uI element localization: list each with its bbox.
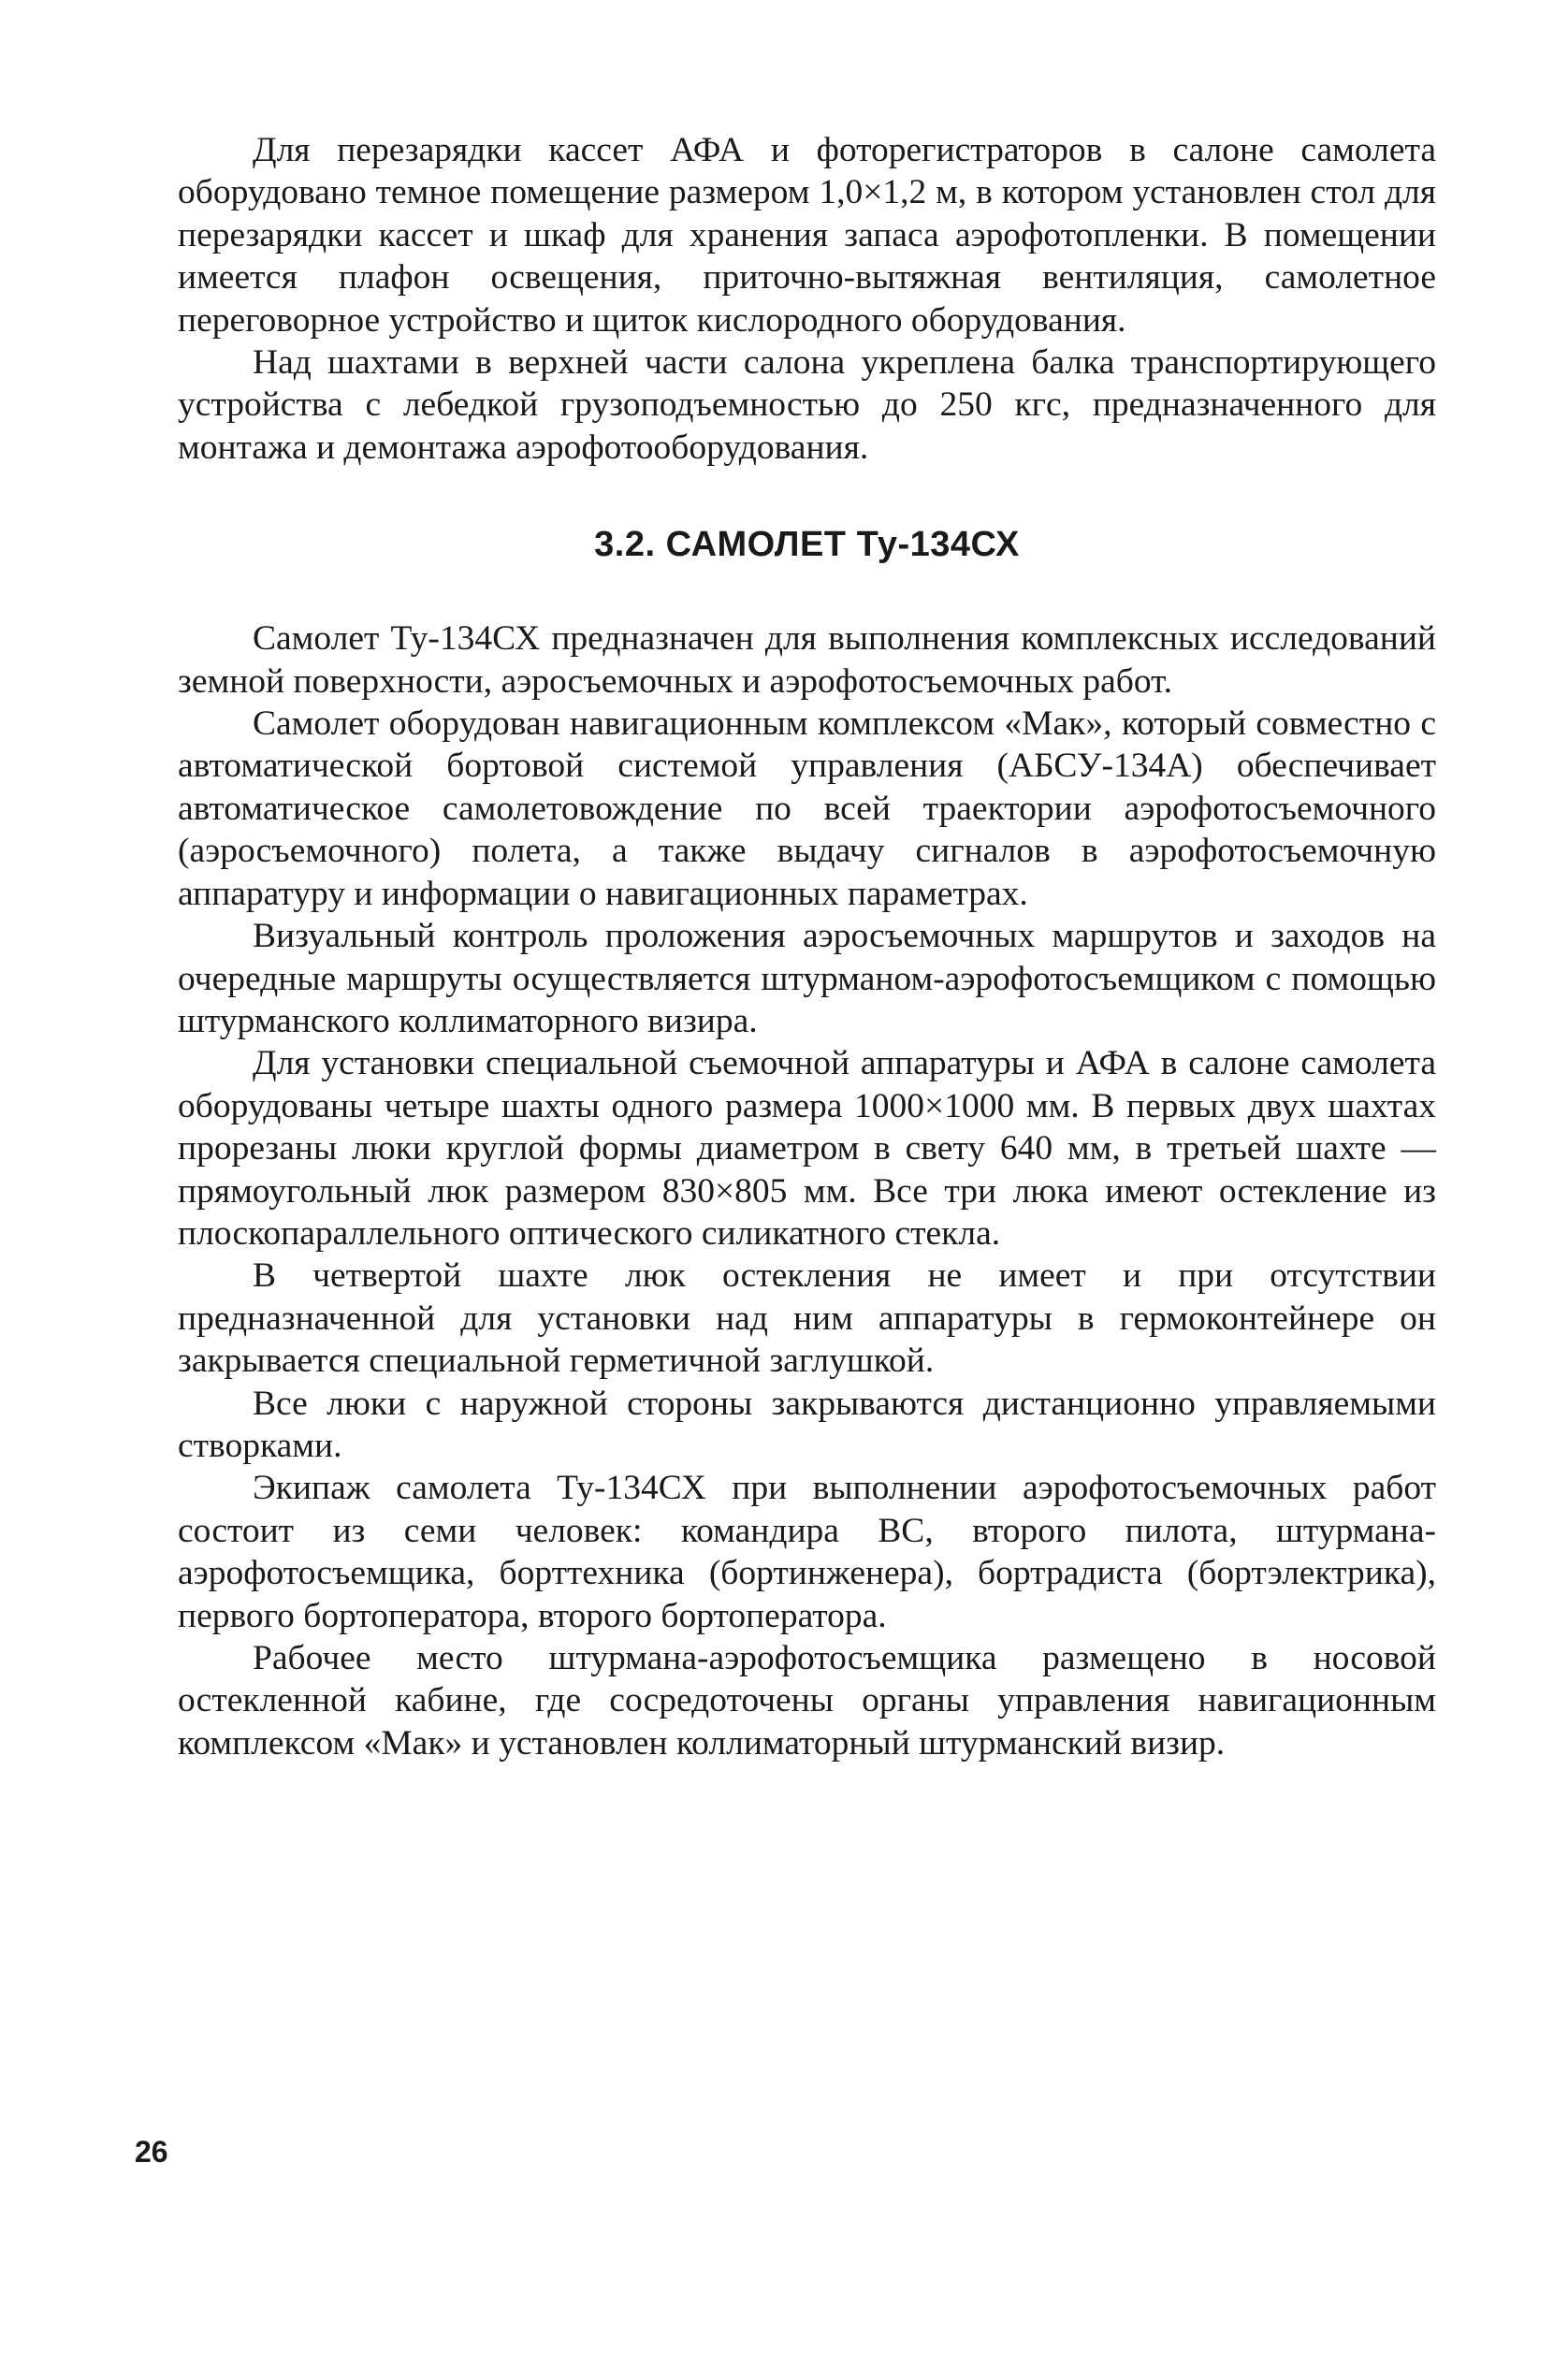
paragraph-crew: Экипаж самолета Ту-134СХ при выполнении аэрофотосъемочных работ состоит из семи человек: командира ВС, второго пилота, штурмана-аэрофотосъемщика, борттехника (бортинженера), бортрадиста (бортэлектрика), первого бортоператора, второго бортоператора. — [178, 1469, 1436, 1635]
section-heading: 3.2. САМОЛЕТ Ту-134СХ — [594, 525, 1020, 565]
paragraph-purpose: Самолет Ту-134СХ предназначен для выполнения комплексных исследований земной поверхности, аэросъемочных и аэрофотосъемочных работ. — [178, 619, 1436, 701]
paragraph-hoist-beam: Над шахтами в верхней части салона укреплена балка транспортирующего устройства с лебедкой грузоподъемностью до 250 кгс, предназначенного для монтажа и демонтажа аэрофотооборудования. — [178, 343, 1436, 467]
paragraph-shafts: Для установки специальной съемочной аппаратуры и АФА в салоне самолета оборудованы четыре шахты одного размера 1000×1000 мм. В первых двух шахтах прорезаны люки круглой формы диаметром в свету 640 мм, в третьей шахте — прямоугольный люк размером 830×805 мм. Все три люка имеют остекление из плоскопараллельного оптического силикатного стекла. — [178, 1044, 1436, 1253]
paragraph-navigator-station: Рабочее место штурмана-аэрофотосъемщика размещено в носовой остекленной кабине, где сосредоточены органы управления навигационным комплексом «Мак» и установлен коллиматорный штурманский визир. — [178, 1639, 1436, 1763]
paragraph-darkroom: Для перезарядки кассет АФА и фоторегистраторов в салоне самолета оборудовано темное помещение размером 1,0×1,2 м, в котором установлен стол для перезарядки кассет и шкаф для хранения запаса аэрофотопленки. В помещении имеется плафон освещения, приточно-вытяжная вентиляция, самолетное переговорное устройство и щиток кислородного оборудования. — [178, 131, 1436, 340]
paragraph-hatches: Все люки с наружной стороны закрываются дистанционно управляемыми створками. — [178, 1384, 1436, 1465]
paragraph-navigation: Самолет оборудован навигационным комплексом «Мак», который совместно с автоматической бортовой системой управления (АБСУ-134А) обеспечивает автоматическое самолетовождение по всей траектории аэрофотосъемочного (аэросъемочного) полета, а также выдачу сигналов в аэрофотосъемочную аппаратуру и информации о навигационных параметрах. — [178, 704, 1436, 913]
page-body — [178, 129, 1436, 1764]
paragraph-fourth-shaft: В четвертой шахте люк остекления не имеет и при отсутствии предназначенной для установки над ним аппаратуры в гермоконтейнере он закрывается специальной герметичной заглушкой. — [178, 1256, 1436, 1381]
page-number: 26 — [135, 2135, 168, 2169]
paragraph-visual-control: Визуальный контроль проложения аэросъемочных маршрутов и заходов на очередные маршруты осуществляется штурманом-аэрофотосъемщиком с помощью штурманского коллиматорного визира. — [178, 917, 1436, 1040]
